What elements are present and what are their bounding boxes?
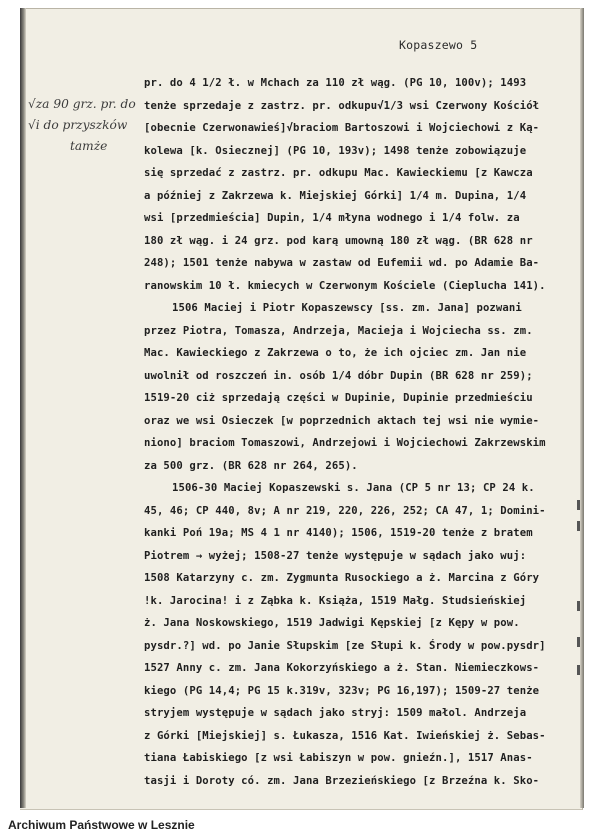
page-binding-edge <box>20 8 26 808</box>
text-line: pr. do 4 1/2 ł. w Mchach za 110 zł wąg. (PG 10, 100v); 1493 <box>144 77 527 89</box>
handwritten-margin-note <box>28 94 144 157</box>
margin-note-line: tamże <box>70 139 108 153</box>
page-reference: Kopaszewo 5 <box>399 38 478 52</box>
text-line: [obecnie Czerwonawieś]√braciom Bartoszowi i Wojciechowi z Ką- <box>144 122 540 134</box>
margin-note-line: √za 90 grz. pr. do <box>28 97 136 111</box>
text-line: z Górki [Miejskiej] s. Łukasza, 1516 Kat. Iwieńskiej ż. Sebas- <box>144 729 546 742</box>
edge-mark <box>577 521 580 531</box>
text-line: ż. Jana Noskowskiego, 1519 Jadwigi Kępskiej [z Kępy w pow. <box>144 617 520 629</box>
text-line: przez Piotra, Tomasza, Andrzeja, Macieja i Wojciecha ss. zm. <box>144 324 533 337</box>
text-line: 45, 46; CP 440, 8v; A nr 219, 220, 226, 252; CA 47, 1; Domini- <box>144 504 546 517</box>
edge-mark <box>577 637 580 647</box>
text-line: wsi [przedmieścia] Dupin, 1/4 młyna wodnego i 1/4 folw. za <box>144 212 520 224</box>
text-line: 1506-30 Maciej Kopaszewski s. Jana (CP 5 nr 13; CP 24 k. <box>172 482 535 494</box>
text-line: tenże sprzedaje z zastrz. pr. odkupu√1/3 wsi Czerwony Kościół <box>144 99 540 112</box>
text-line: tasji i Doroty có. zm. Jana Brzezieńskiego [z Brzeźna k. Sko- <box>144 774 540 787</box>
text-line: tiana Łabiskiego [z wsi Łabiszyn w pow. gnieźn.], 1517 Anas- <box>144 752 533 764</box>
text-line: 1506 Maciej i Piotr Kopaszewscy [ss. zm. Jana] pozwani <box>172 302 522 314</box>
edge-mark <box>577 665 580 675</box>
text-line: kanki Poń 19a; MS 4 1 nr 4140); 1506, 1519-20 tenże z bratem <box>144 527 533 539</box>
archive-label: Archiwum Państwowe w Lesznie <box>8 818 195 832</box>
text-line: 180 zł wąg. i 24 grz. pod karą umowną 180 zł wąg. (BR 628 nr <box>144 234 533 247</box>
text-line: się sprzedać z zastrz. pr. odkupu Mac. Kawieckiemu [z Kawcza <box>144 167 533 179</box>
text-line: 1508 Katarzyny c. zm. Zygmunta Rusockiego a ż. Marcina z Góry <box>144 572 540 584</box>
text-line: oraz we wsi Osieczek [w poprzednich aktach tej wsi nie wymie- <box>144 414 540 427</box>
margin-note-line: √i do przyszków <box>28 118 128 132</box>
edge-mark <box>577 500 580 510</box>
text-line: niono] braciom Tomaszowi, Andrzejowi i Wojciechowi Zakrzewskim <box>144 437 546 449</box>
text-line: 1519-20 ciż sprzedają części w Dupinie, Dupinie przedmieściu <box>144 392 533 404</box>
page-right-edge <box>580 8 584 808</box>
typewritten-body <box>144 72 576 792</box>
text-line: 1527 Anny c. zm. Jana Kokorzyńskiego a ż. Stan. Niemieczkows- <box>144 662 540 674</box>
text-line: kiego (PG 14,4; PG 15 k.319v, 323v; PG 16,197); 1509-27 tenże <box>144 684 540 697</box>
text-line: Mac. Kawieckiego z Zakrzewa o to, że ich ojciec zm. Jan nie <box>144 347 527 359</box>
text-line: 248); 1501 tenże nabywa w zastaw od Eufemii wd. po Adamie Ba- <box>144 257 540 269</box>
edge-mark <box>577 601 580 611</box>
text-line: kolewa [k. Osiecznej] (PG 10, 193v); 1498 tenże zobowiązuje <box>144 144 527 157</box>
text-line: uwolnił od roszczeń in. osób 1/4 dóbr Dupin (BR 628 nr 259); <box>144 369 533 382</box>
text-line: !k. Jarocina! i z Ząbka k. Książa, 1519 Małg. Studsieńskiej <box>144 594 527 607</box>
text-line: Piotrem → wyżej; 1508-27 tenże występuje w sądach jako wuj: <box>144 549 527 562</box>
text-line: za 500 grz. (BR 628 nr 264, 265). <box>144 459 358 472</box>
text-line: pysdr.?] wd. po Janie Słupskim [ze Słupi k. Środy w pow.pysdr] <box>144 639 546 652</box>
text-line: ranowskim 10 ł. kmiecych w Czerwonym Kościele (Cieplucha 141). <box>144 279 546 292</box>
text-line: stryjem występuje w sądach jako stryj: 1509 małol. Andrzeja <box>144 707 527 719</box>
text-line: a później z Zakrzewa k. Miejskiej Górki] 1/4 m. Dupina, 1/4 <box>144 189 527 202</box>
